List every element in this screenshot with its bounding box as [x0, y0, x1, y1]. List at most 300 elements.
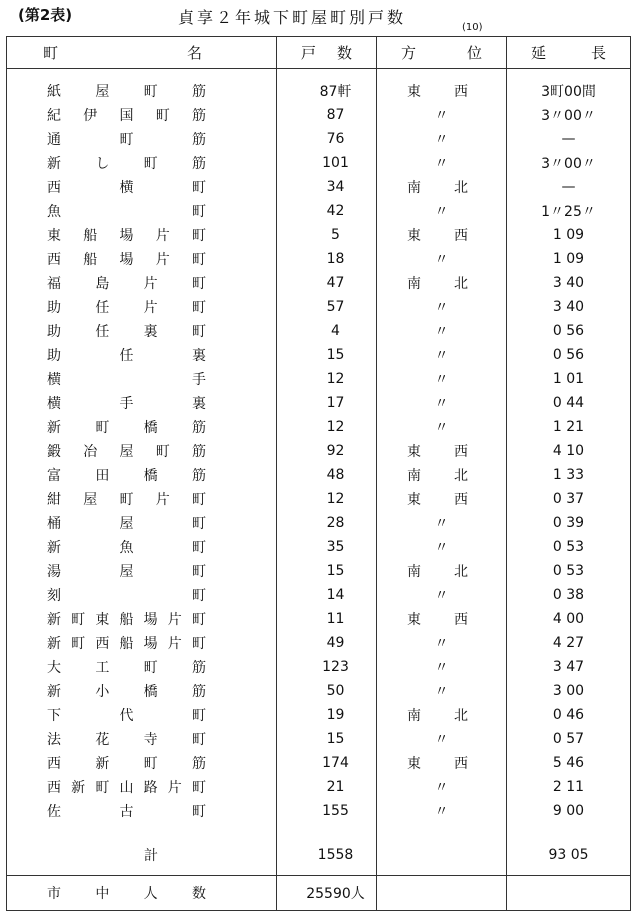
street-length: 1 33	[552, 467, 585, 483]
char: 町	[192, 564, 206, 580]
town-name-cell	[7, 367, 277, 391]
direction: 〃	[434, 636, 449, 652]
direction-cell	[377, 319, 507, 343]
char: 橋	[143, 468, 158, 484]
town-name-cell	[7, 463, 277, 487]
char: 町	[191, 612, 206, 628]
char: 筋	[191, 756, 206, 772]
direction	[377, 465, 506, 485]
char: 位	[466, 44, 482, 62]
town-name-cell	[7, 199, 277, 223]
town-name-cell	[7, 631, 277, 655]
char: 人	[143, 886, 158, 902]
direction	[377, 705, 506, 725]
street-length: 4 00	[552, 611, 585, 627]
char: 西	[47, 756, 61, 772]
population-empty-length	[507, 876, 631, 911]
table-row	[7, 655, 631, 679]
char: 西	[454, 756, 468, 772]
direction	[377, 273, 506, 293]
town-name-cell	[7, 775, 277, 799]
town-name	[7, 177, 276, 197]
total-households: 1558	[277, 835, 377, 876]
char: 福	[47, 276, 61, 292]
char: 助	[47, 300, 61, 316]
street-length: 3 40	[552, 299, 585, 315]
street-length: 0 37	[552, 491, 585, 507]
direction: 〃	[434, 660, 449, 676]
table-row	[7, 367, 631, 391]
direction: 〃	[434, 732, 449, 748]
char: 町	[191, 780, 206, 796]
direction-cell	[377, 151, 507, 175]
household-count: 155	[277, 799, 377, 823]
char: 助	[47, 324, 61, 340]
household-count: 28	[277, 511, 377, 535]
table-row	[7, 631, 631, 655]
char: 路	[143, 780, 158, 796]
header-households-label	[277, 42, 376, 63]
char: 町	[191, 276, 206, 292]
char: 長	[590, 44, 606, 62]
town-name-cell	[7, 79, 277, 103]
town-name	[7, 129, 276, 149]
char: 中	[95, 886, 110, 902]
town-name	[7, 561, 276, 581]
direction: 〃	[434, 372, 449, 388]
total-row	[7, 835, 631, 876]
direction	[377, 177, 506, 197]
household-count: 17	[277, 391, 377, 415]
char: 船	[83, 252, 98, 268]
direction-cell	[377, 583, 507, 607]
char: 西	[454, 492, 468, 508]
char: 筋	[192, 444, 206, 460]
char: 町	[155, 108, 170, 124]
household-count: 87	[277, 103, 377, 127]
char: 片	[167, 780, 182, 796]
char: 東	[407, 444, 421, 460]
char: 東	[95, 612, 110, 628]
household-count: 11	[277, 607, 377, 631]
table-row	[7, 535, 631, 559]
direction-cell	[377, 295, 507, 319]
char: 魚	[47, 204, 61, 220]
char: 南	[407, 708, 421, 724]
char: 船	[119, 636, 134, 652]
direction-cell	[377, 655, 507, 679]
char: 紺	[47, 492, 61, 508]
char: 新	[47, 636, 61, 652]
town-name-cell	[7, 247, 277, 271]
town-name-cell	[7, 439, 277, 463]
street-length: 3 40	[552, 275, 585, 291]
char: 町	[143, 660, 158, 676]
char: 新	[47, 156, 61, 172]
town-name-cell	[7, 151, 277, 175]
direction-cell	[377, 487, 507, 511]
char: 寺	[143, 732, 158, 748]
char: 数	[336, 44, 352, 62]
char: 田	[95, 468, 110, 484]
header-name-label	[7, 42, 276, 63]
char: 南	[407, 468, 421, 484]
direction: 〃	[434, 804, 449, 820]
char: 町	[143, 84, 158, 100]
char: 新	[47, 420, 61, 436]
direction: 〃	[434, 324, 449, 340]
household-table	[6, 36, 631, 911]
population-label	[7, 883, 276, 903]
direction-cell	[377, 607, 507, 631]
table-row	[7, 127, 631, 151]
town-name	[7, 273, 276, 293]
char: 南	[407, 180, 421, 196]
household-count: 76	[277, 127, 377, 151]
street-length: 0 39	[552, 515, 585, 531]
direction	[377, 81, 506, 101]
street-length: 1 01	[552, 371, 585, 387]
street-length: 0 44	[552, 395, 585, 411]
population-empty-direction	[377, 876, 507, 911]
table-row	[7, 295, 631, 319]
street-length: 0 38	[552, 587, 585, 603]
table-row	[7, 703, 631, 727]
char: 北	[454, 180, 468, 196]
table-row	[7, 463, 631, 487]
direction-cell	[377, 511, 507, 535]
char: 横	[119, 180, 134, 196]
char: 町	[155, 444, 170, 460]
table-row	[7, 559, 631, 583]
direction	[377, 609, 506, 629]
town-name	[7, 633, 276, 653]
char: 新	[47, 540, 61, 556]
street-length: 0 53	[552, 539, 585, 555]
char: 東	[407, 756, 421, 772]
town-name-cell	[7, 559, 277, 583]
household-count: 48	[277, 463, 377, 487]
char: 西	[454, 84, 468, 100]
char: 西	[454, 228, 468, 244]
table-row	[7, 199, 631, 223]
direction-cell	[377, 679, 507, 703]
char: 町	[192, 516, 206, 532]
town-name-cell	[7, 223, 277, 247]
town-name-cell	[7, 655, 277, 679]
table-row	[7, 487, 631, 511]
char: 数	[191, 886, 206, 902]
char: 刻	[47, 588, 61, 604]
spacer-row	[7, 823, 631, 835]
table-row	[7, 271, 631, 295]
household-count: 35	[277, 535, 377, 559]
town-name-cell	[7, 319, 277, 343]
char: 片	[155, 252, 170, 268]
town-name-cell	[7, 799, 277, 823]
char: 町	[192, 180, 206, 196]
char: 戸	[301, 44, 317, 62]
table-row	[7, 727, 631, 751]
street-length: —	[561, 131, 576, 147]
direction: 〃	[434, 348, 449, 364]
town-name	[7, 705, 276, 725]
direction-cell	[377, 775, 507, 799]
direction: 〃	[434, 204, 449, 220]
char: 町	[192, 588, 206, 604]
direction	[377, 489, 506, 509]
street-length: —	[561, 179, 576, 195]
total-length: 93 05	[548, 847, 589, 863]
table-row	[7, 247, 631, 271]
household-count: 15	[277, 727, 377, 751]
table-row	[7, 775, 631, 799]
household-count: 21	[277, 775, 377, 799]
char: 東	[407, 492, 421, 508]
direction-cell	[377, 799, 507, 823]
table-row	[7, 583, 631, 607]
direction: 〃	[434, 588, 449, 604]
char: 市	[47, 886, 61, 902]
town-name	[7, 345, 276, 365]
street-length: 0 56	[552, 323, 585, 339]
char: 町	[119, 132, 134, 148]
char: 船	[83, 228, 98, 244]
char: 東	[407, 84, 421, 100]
char: 新	[71, 780, 86, 796]
direction-cell	[377, 415, 507, 439]
char: 船	[119, 612, 134, 628]
char: 屋	[83, 492, 98, 508]
town-name	[7, 321, 276, 341]
town-name	[7, 657, 276, 677]
direction: 〃	[434, 132, 449, 148]
town-name	[7, 369, 276, 389]
direction-cell	[377, 271, 507, 295]
town-name	[7, 81, 276, 101]
town-name	[7, 729, 276, 749]
direction-cell	[377, 751, 507, 775]
town-name	[7, 609, 276, 629]
char: 東	[47, 228, 61, 244]
street-length: 0 56	[552, 347, 585, 363]
street-length: 3〃00〃	[541, 156, 596, 172]
town-name-cell	[7, 583, 277, 607]
char: 島	[95, 276, 110, 292]
char: 富	[47, 468, 61, 484]
town-name-cell	[7, 103, 277, 127]
char: 桶	[47, 516, 61, 532]
town-name	[7, 417, 276, 437]
town-name	[7, 249, 276, 269]
town-name	[7, 393, 276, 413]
household-count: 101	[277, 151, 377, 175]
char: 鍛	[47, 444, 61, 460]
table-caption: (第2表)	[18, 6, 73, 24]
town-name	[7, 585, 276, 605]
total-label: 計	[7, 835, 277, 876]
table-row	[7, 799, 631, 823]
town-name	[7, 105, 276, 125]
household-count: 92	[277, 439, 377, 463]
town-name-cell	[7, 727, 277, 751]
direction-cell	[377, 631, 507, 655]
town-name-cell	[7, 511, 277, 535]
char: 任	[95, 300, 110, 316]
char: 西	[47, 180, 61, 196]
char: 任	[119, 348, 134, 364]
town-name-cell	[7, 127, 277, 151]
town-name-cell	[7, 679, 277, 703]
town-name-cell	[7, 703, 277, 727]
street-length: 2 11	[552, 779, 585, 795]
char: 町	[43, 44, 59, 62]
direction-cell	[377, 199, 507, 223]
char: 裏	[143, 324, 158, 340]
table-body	[7, 69, 631, 836]
char: 西	[454, 612, 468, 628]
char: 筋	[191, 468, 206, 484]
household-count: 50	[277, 679, 377, 703]
header-name	[7, 37, 277, 69]
direction	[377, 225, 506, 245]
direction: 〃	[434, 108, 449, 124]
table-row	[7, 751, 631, 775]
char: 東	[407, 612, 421, 628]
table-row	[7, 391, 631, 415]
population-label-cell	[7, 876, 277, 911]
char: 屋	[119, 564, 134, 580]
char: 町	[191, 300, 206, 316]
char: 手	[192, 372, 206, 388]
char: 新	[47, 612, 61, 628]
char: 屋	[95, 84, 110, 100]
street-length: 0 57	[552, 731, 585, 747]
char: 山	[119, 780, 134, 796]
char: 町	[95, 780, 110, 796]
char: 町	[119, 492, 134, 508]
direction-cell	[377, 175, 507, 199]
town-name	[7, 753, 276, 773]
street-length: 1 09	[552, 251, 585, 267]
direction: 〃	[434, 684, 449, 700]
char: 町	[192, 540, 206, 556]
street-length: 1 21	[552, 419, 585, 435]
char: 町	[192, 492, 206, 508]
header-households	[277, 37, 377, 69]
direction	[377, 753, 506, 773]
town-name	[7, 465, 276, 485]
household-count: 174	[277, 751, 377, 775]
char: 橋	[143, 684, 158, 700]
town-name-cell	[7, 343, 277, 367]
town-name	[7, 513, 276, 533]
char: 北	[454, 468, 468, 484]
char: 助	[47, 348, 61, 364]
direction: 〃	[434, 540, 449, 556]
char: 通	[47, 132, 61, 148]
char: 横	[47, 372, 61, 388]
char: 町	[143, 156, 158, 172]
char: 紙	[47, 84, 61, 100]
char: 筋	[191, 156, 206, 172]
direction: 〃	[434, 396, 449, 412]
street-length: 9 00	[552, 803, 585, 819]
char: 古	[119, 804, 134, 820]
direction-cell	[377, 463, 507, 487]
town-name-cell	[7, 415, 277, 439]
town-name	[7, 537, 276, 557]
street-length: 3〃00〃	[541, 108, 596, 124]
direction: 〃	[434, 300, 449, 316]
household-count: 57	[277, 295, 377, 319]
char: 新	[95, 756, 110, 772]
char: 名	[186, 44, 202, 62]
char: 筋	[191, 420, 206, 436]
street-length: 3 00	[552, 683, 585, 699]
direction-cell	[377, 703, 507, 727]
header-direction	[377, 37, 507, 69]
household-count: 12	[277, 367, 377, 391]
town-name	[7, 777, 276, 797]
char: 紀	[47, 108, 61, 124]
char: 町	[192, 252, 206, 268]
table-row	[7, 343, 631, 367]
direction: 〃	[434, 156, 449, 172]
char: 任	[95, 324, 110, 340]
char: 南	[407, 564, 421, 580]
header-direction-label	[377, 42, 506, 63]
household-count: 19	[277, 703, 377, 727]
town-name-cell	[7, 535, 277, 559]
char: 町	[192, 804, 206, 820]
char: 西	[47, 780, 61, 796]
town-name-cell	[7, 175, 277, 199]
household-count: 5	[277, 223, 377, 247]
town-name-cell	[7, 751, 277, 775]
spacer-row	[7, 69, 631, 80]
char: 湯	[47, 564, 61, 580]
char: 花	[95, 732, 110, 748]
char: 北	[454, 564, 468, 580]
char: 代	[119, 708, 134, 724]
char: 国	[119, 108, 134, 124]
town-name	[7, 297, 276, 317]
direction	[377, 441, 506, 461]
direction-cell	[377, 343, 507, 367]
char: 手	[119, 396, 134, 412]
char: 町	[71, 636, 86, 652]
street-length: 1 09	[552, 227, 585, 243]
char: 工	[95, 660, 110, 676]
char: 筋	[192, 132, 206, 148]
char: 場	[143, 612, 158, 628]
char: 場	[119, 228, 134, 244]
char: 町	[191, 636, 206, 652]
char: 場	[119, 252, 134, 268]
town-name	[7, 681, 276, 701]
town-name	[7, 489, 276, 509]
direction: 〃	[434, 420, 449, 436]
table-row	[7, 151, 631, 175]
char: 片	[167, 636, 182, 652]
direction-cell	[377, 79, 507, 103]
char: 町	[192, 204, 206, 220]
char: 裏	[192, 348, 206, 364]
table-row	[7, 175, 631, 199]
direction-cell	[377, 391, 507, 415]
household-count: 87軒	[277, 79, 377, 103]
